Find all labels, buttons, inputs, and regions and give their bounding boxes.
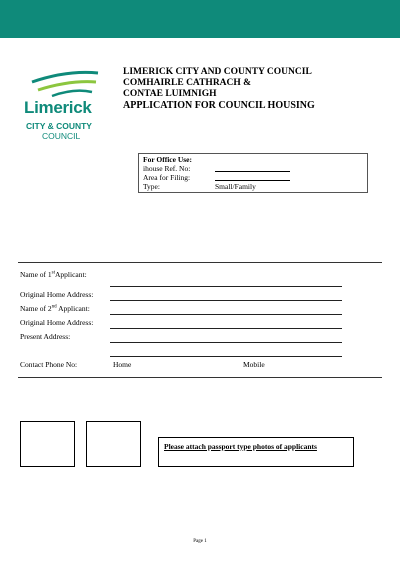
home-phone-label: Home — [113, 360, 132, 369]
logo-subtitle: CITY & COUNTY — [26, 121, 92, 131]
document-title: APPLICATION FOR COUNCIL HOUSING — [123, 100, 315, 111]
home-address2-label: Original Home Address: — [20, 318, 94, 327]
council-name-irish-1: COMHAIRLE CATHRACH & — [123, 78, 252, 88]
photo-box-2[interactable] — [86, 421, 141, 467]
area-filing-label: Area for Filing: — [143, 173, 191, 182]
type-value: Small/Family — [215, 182, 256, 191]
section-divider — [18, 262, 382, 263]
applicant1-label: Name of 1stApplicant: — [20, 270, 87, 279]
contact-phone-label: Contact Phone No: — [20, 360, 78, 369]
council-name: LIMERICK CITY AND COUNTY COUNCIL — [123, 67, 312, 77]
section-divider-2 — [18, 377, 382, 378]
home-address2-field[interactable] — [110, 328, 342, 329]
page-number: Page 1 — [193, 539, 207, 544]
office-use-header: For Office Use: — [143, 155, 193, 164]
area-filing-field[interactable] — [215, 180, 290, 181]
top-banner — [0, 0, 400, 38]
applicant2-label: Name of 2nd Applicant: — [20, 304, 90, 313]
council-name-irish-2: CONTAE LUIMNIGH — [123, 89, 217, 99]
applicant2-field[interactable] — [110, 314, 342, 315]
photo-instruction: Please attach passport type photos of applicants — [164, 442, 317, 451]
ihouse-ref-label: ihouse Ref. No: — [143, 164, 191, 173]
present-address-field-2[interactable] — [110, 356, 342, 357]
type-label: Type: — [143, 182, 160, 191]
photo-box-1[interactable] — [20, 421, 75, 467]
home-address1-label: Original Home Address: — [20, 290, 94, 299]
present-address-field[interactable] — [110, 342, 342, 343]
office-use-box — [138, 153, 368, 193]
applicant1-field[interactable] — [110, 286, 342, 287]
photo-instruction-box — [158, 437, 354, 467]
logo-wordmark: Limerick — [24, 98, 92, 117]
ihouse-ref-field[interactable] — [215, 171, 290, 172]
present-address-label: Present Address: — [20, 332, 71, 341]
document-heading — [123, 67, 315, 111]
logo-subtitle-2: COUNCIL — [42, 131, 81, 141]
home-address1-field[interactable] — [110, 300, 342, 301]
mobile-phone-label: Mobile — [243, 360, 265, 369]
